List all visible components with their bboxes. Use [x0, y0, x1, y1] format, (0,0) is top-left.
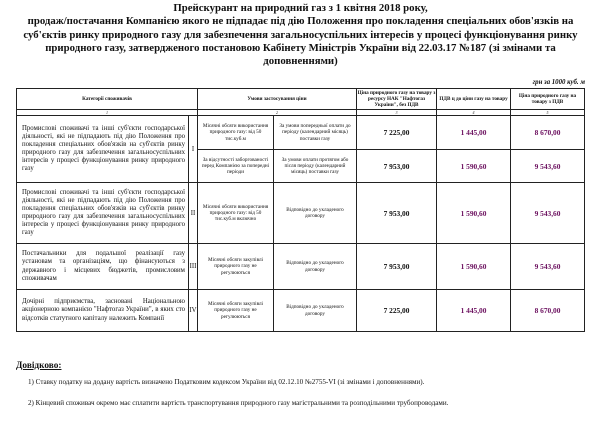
index-cell: 5	[511, 110, 585, 116]
table-row	[17, 290, 585, 332]
roman-numeral: II	[189, 183, 198, 244]
price-table	[16, 88, 585, 332]
total-cell: 9 543,60	[511, 244, 585, 290]
roman-numeral: III	[189, 244, 198, 290]
index-cell: 1	[17, 110, 198, 116]
title-line: суб'єктів ринку природного газу для забезпечення загальносуспільних інтересів у процесі функціонування ринку	[23, 28, 578, 41]
term-cell: Відповідно до укладеного договору	[274, 290, 357, 332]
header-vat: ПДВ ц до ціни газу на товару	[437, 89, 511, 110]
condition-cell: Місячні обсяги використання природного газу: від 50 тис.куб.м включно	[198, 183, 274, 244]
price-cell: 7 953,00	[357, 183, 437, 244]
total-cell: 8 670,00	[511, 116, 585, 150]
note-item: 1) Ставку податку на додану вартість визначено Податковим кодексом України від 02.12.10 №2755-VI (зі змінами і доповненнями).	[28, 378, 425, 386]
document-title	[12, 2, 589, 68]
category-cell: Постачальники для подальшої реалізації газу установам та організаціям, що фінансуються з державного і місцевих бюджетів, промисловим споживачам	[17, 244, 189, 290]
vat-cell: 1 590,60	[437, 244, 511, 290]
total-cell: 8 670,00	[511, 290, 585, 332]
condition-cell: За відсутності заборгованості перед Компанією за попередні періоди	[198, 150, 274, 183]
total-cell: 9 543,60	[511, 150, 585, 183]
term-cell: За умови попередньої оплати до періоду (календарний місяць) поставки газу	[274, 116, 357, 150]
vat-cell: 1 590,60	[437, 150, 511, 183]
header-category: Категорії споживачів	[17, 89, 198, 110]
index-cell: 2	[198, 110, 357, 116]
title-line: доповненнями)	[263, 55, 338, 68]
term-cell: Відповідно до укладеного договору	[274, 183, 357, 244]
header-price-with-vat: Ціна природного газу на товару з ПДВ	[511, 89, 585, 110]
condition-cell: Місячні обсяги закупівлі природного газу не регулюються	[198, 290, 274, 332]
category-cell: Промислові споживачі та інші суб'єкти господарської діяльності, які не підпадають під дію Положення про покладення спеціальних обов'язків на суб'єктів ринку природного газу для забезпечення загальносуспільних інтересів у процесі функціонування ринку природного газу	[17, 116, 189, 183]
price-cell: 7 225,00	[357, 116, 437, 150]
table-row	[17, 244, 585, 290]
title-line: продаж/постачання Компанією якого не підпадає під дію Положення про покладення спеціальних обов'язків на	[27, 15, 574, 28]
index-cell: 3	[357, 110, 437, 116]
unit-note: грн за 1000 куб. м	[532, 79, 585, 86]
price-cell: 7 953,00	[357, 150, 437, 183]
condition-cell: Місячні обсяги використання природного газу: від 50 тис.куб.м	[198, 116, 274, 150]
header-price-no-vat: Ціна природного газу на товару з ресурсу НАК "Нафтогаз України", без ПДВ	[357, 90, 436, 108]
vat-cell: 1 445,00	[437, 290, 511, 332]
term-cell: За умови оплати протягом або після періоду (календарний місяць) поставки газу	[274, 150, 357, 183]
index-cell: 4	[437, 110, 511, 116]
total-cell: 9 543,60	[511, 183, 585, 244]
header-conditions: Умови застосування ціни	[198, 89, 357, 110]
note-item: 2) Кінцевий споживач окремо має сплатити вартість транспортування природного газу магістральними та розподільними трубопроводами.	[28, 399, 449, 407]
roman-numeral: IV	[189, 290, 198, 332]
vat-cell: 1 590,60	[437, 183, 511, 244]
price-cell: 7 225,00	[357, 290, 437, 332]
price-cell: 7 953,00	[357, 244, 437, 290]
table-header-row	[17, 89, 585, 110]
term-cell: Відповідно до укладеного договору	[274, 244, 357, 290]
condition-cell: Місячні обсяги закупівлі природного газу не регулюються	[198, 244, 274, 290]
table-row	[17, 183, 585, 244]
category-cell: Промислові споживачі та інші суб'єкти господарської діяльності, які не підпадають під дію Положення про покладення спеціальних обов'язків на суб'єктів ринку природного газу для забезпечення загальносуспільних інтересів у процесі функціонування ринку природного газу	[17, 183, 189, 244]
table-row	[17, 116, 585, 150]
vat-cell: 1 445,00	[437, 116, 511, 150]
title-line: природного газу, затвердженого постановою Кабінету Міністрів України від 22.03.17 №187 (зі змінами та	[45, 41, 556, 54]
roman-numeral: I	[189, 116, 198, 183]
title-line: Прейскурант на природний газ з 1 квітня 2018 року,	[173, 2, 428, 14]
notes-title: Довідково:	[16, 361, 62, 371]
category-cell: Дочірні підприємства, засновані Національною акціонерною компанією "Нафтогаз України", в яких сто відсотків статутного капіталу належить Компанії	[17, 290, 189, 332]
